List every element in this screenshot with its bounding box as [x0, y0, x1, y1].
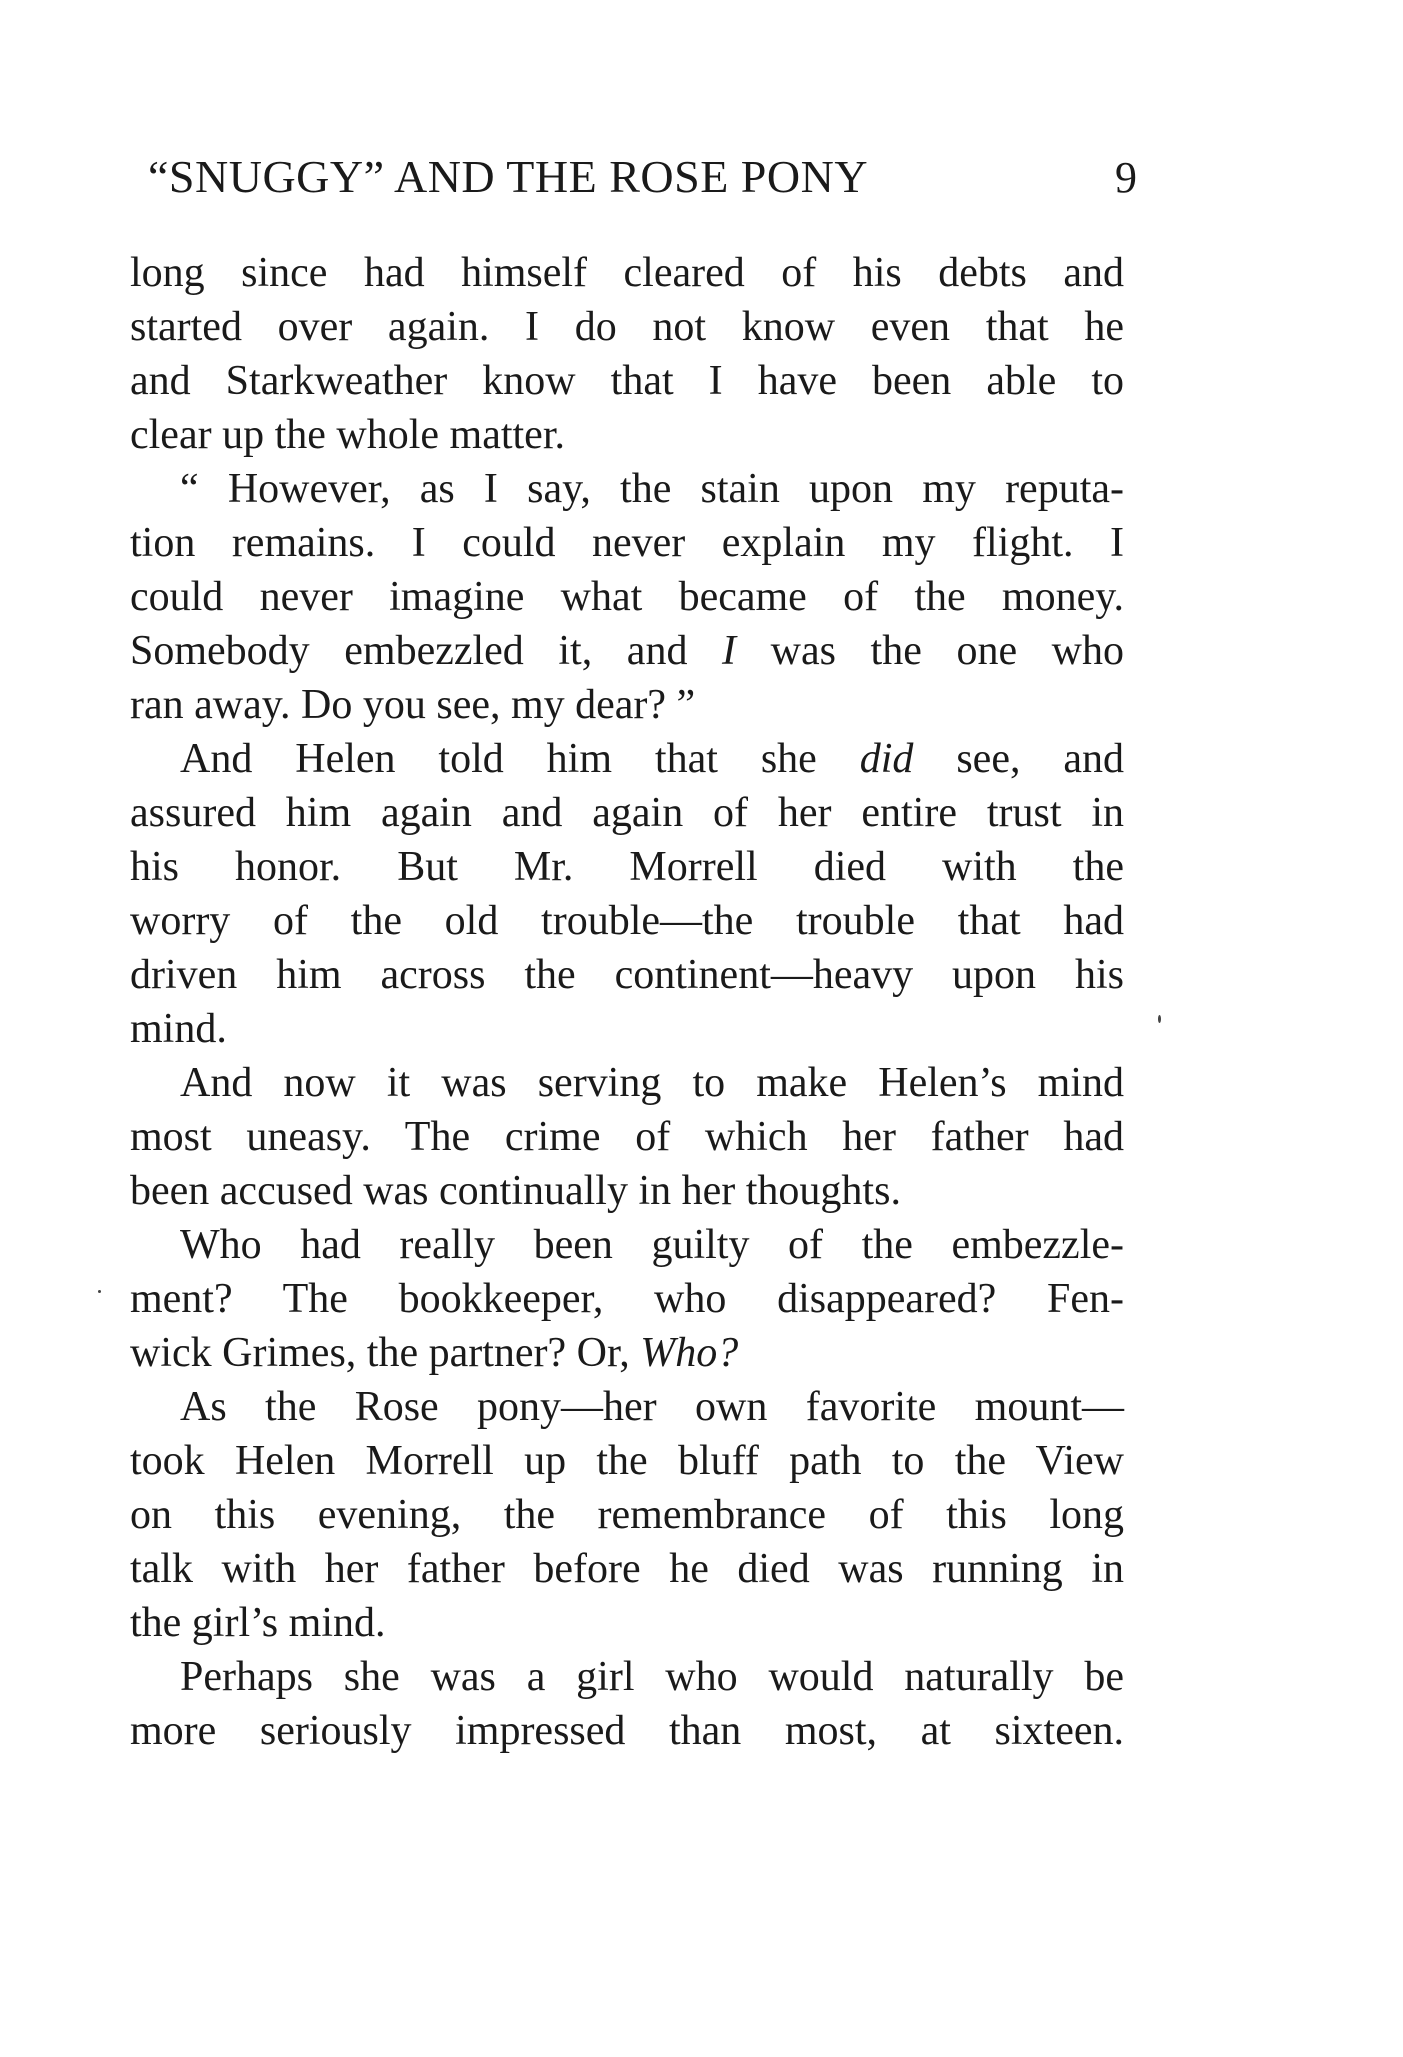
body-text: [130, 246, 1124, 1758]
text-line: worry of the old trouble—the trouble that had: [130, 898, 1124, 944]
text-line: most uneasy. The crime of which her father had: [130, 1114, 1124, 1160]
text-line: on this evening, the remembrance of this long: [130, 1492, 1124, 1538]
text-line: been accused was continually in her thoughts.: [130, 1168, 901, 1214]
text-line: and Starkweather know that I have been able to: [130, 358, 1124, 404]
running-head: [148, 150, 1138, 210]
text-line: And Helen told him that she did see, and: [180, 736, 1125, 782]
scan-speck: [98, 1290, 101, 1293]
text-line: driven him across the continent—heavy upon his: [130, 952, 1124, 998]
text-line: As the Rose pony—her own favorite mount—: [180, 1384, 1124, 1430]
text-line: his honor. But Mr. Morrell died with the: [130, 844, 1124, 890]
text-line: talk with her father before he died was running in: [130, 1546, 1124, 1592]
text-line: assured him again and again of her entire trust in: [130, 790, 1124, 836]
text-line: Somebody embezzled it, and I was the one who: [130, 628, 1124, 674]
text-line: wick Grimes, the partner? Or, Who?: [130, 1330, 739, 1376]
italic-word: Who?: [640, 1330, 739, 1376]
text-line: mind.: [130, 1006, 227, 1052]
text-line: took Helen Morrell up the bluff path to the View: [130, 1438, 1124, 1484]
chapter-title: “SNUGGY” AND THE ROSE PONY: [148, 151, 869, 202]
text-line: could never imagine what became of the money.: [130, 574, 1124, 620]
text-line: more seriously impressed than most, at sixteen.: [130, 1708, 1124, 1754]
text-line: Perhaps she was a girl who would naturally be: [180, 1654, 1124, 1700]
page-number: 9: [1115, 153, 1138, 202]
text-line: started over again. I do not know even that he: [130, 304, 1124, 350]
text-line: tion remains. I could never explain my flight. I: [130, 520, 1124, 566]
text-line: the girl’s mind.: [130, 1600, 386, 1646]
text-line: ran away. Do you see, my dear? ”: [130, 682, 696, 728]
text-line: “ However, as I say, the stain upon my reputa-: [180, 466, 1124, 512]
italic-word: I: [722, 628, 737, 674]
text-line: clear up the whole matter.: [130, 412, 565, 458]
text-line: ment? The bookkeeper, who disappeared? Fen-: [130, 1276, 1124, 1322]
scan-speck: [1158, 1015, 1161, 1023]
italic-word: did: [859, 736, 914, 782]
text-line: long since had himself cleared of his debts and: [130, 250, 1124, 296]
text-line: And now it was serving to make Helen’s mind: [180, 1060, 1124, 1106]
text-line: Who had really been guilty of the embezzle-: [180, 1222, 1124, 1268]
